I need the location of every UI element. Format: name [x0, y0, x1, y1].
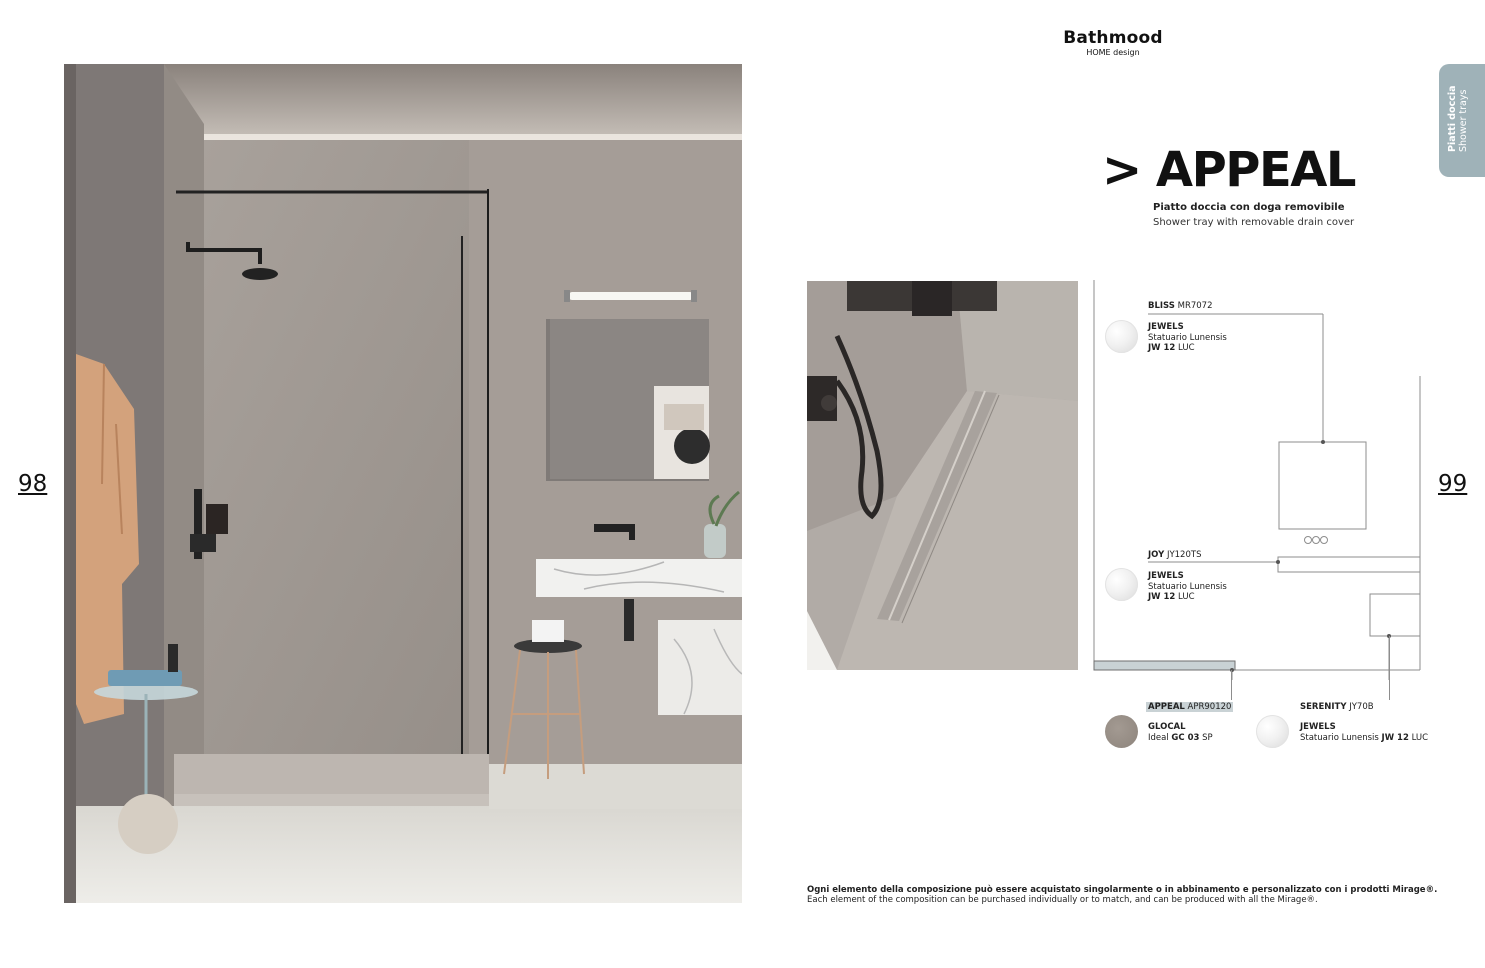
bliss-finish-code: JW 12 — [1148, 343, 1176, 353]
joy-finish — [1148, 571, 1227, 603]
serenity-finish-desc: Statuario Lunensis — [1300, 732, 1379, 743]
appeal-code: APR90120 — [1187, 702, 1232, 712]
section-tab-line1: Piatti doccia — [1447, 85, 1458, 152]
serenity-code: JY70B — [1349, 702, 1374, 712]
bliss-finish-desc: Statuario Lunensis — [1148, 332, 1227, 343]
brand-name: Bathmood — [1063, 28, 1163, 48]
bliss-label — [1148, 301, 1213, 312]
serenity-finish — [1300, 722, 1428, 743]
appeal-finish-code-suffix: SP — [1202, 732, 1213, 743]
appeal-finish-desc: Ideal — [1148, 732, 1169, 743]
appeal-finish-code: GC 03 — [1171, 732, 1200, 743]
section-tab-line2: Shower trays — [1458, 89, 1469, 152]
brand-subtitle: HOME design — [1086, 48, 1140, 57]
bliss-finish-swatch — [1105, 320, 1138, 353]
footer-note-en: Each element of the composition can be purchased individually or to match, and can be produced with all the Mirage®. — [807, 895, 1318, 905]
appeal-leader-line — [1231, 670, 1232, 700]
bliss-name: BLISS — [1148, 301, 1175, 311]
serenity-finish-code-suffix: LUC — [1411, 732, 1429, 743]
section-tab[interactable] — [1439, 64, 1485, 177]
appeal-finish — [1148, 722, 1213, 743]
joy-finish-name: JEWELS — [1148, 571, 1184, 581]
bathroom-photo — [64, 64, 742, 903]
product-subtitle-en: Shower tray with removable drain cover — [1153, 217, 1355, 228]
serenity-finish-swatch — [1256, 715, 1289, 748]
joy-finish-code-suffix: LUC — [1178, 592, 1195, 602]
bliss-code: MR7072 — [1177, 301, 1213, 311]
serenity-name: SERENITY — [1300, 702, 1347, 712]
brand-logo — [1040, 28, 1186, 57]
serenity-leader-line — [1389, 636, 1390, 700]
composition-diagram — [1090, 280, 1430, 680]
joy-finish-swatch — [1105, 568, 1138, 601]
page-number-left: 98 — [18, 471, 48, 497]
joy-finish-desc: Statuario Lunensis — [1148, 581, 1227, 592]
section-tab-label — [1447, 85, 1469, 152]
joy-finish-code: JW 12 — [1148, 592, 1176, 602]
joy-code: JY120TS — [1166, 550, 1202, 560]
joy-label — [1148, 550, 1201, 561]
appeal-label — [1146, 702, 1233, 713]
appeal-finish-name: GLOCAL — [1148, 722, 1186, 732]
footer-note-it: Ogni elemento della composizione può essere acquistato singolarmente o in abbinamento e personalizzato con i prodotti Mirage®. — [807, 885, 1438, 895]
product-subtitle-it: Piatto doccia con doga removibile — [1153, 202, 1345, 213]
appeal-finish-swatch — [1105, 715, 1138, 748]
serenity-finish-name: JEWELS — [1300, 722, 1336, 732]
joy-name: JOY — [1148, 550, 1165, 560]
shower-tray-detail-photo — [807, 281, 1078, 670]
page-number-right: 99 — [1438, 471, 1468, 497]
serenity-finish-code: JW 12 — [1381, 732, 1409, 743]
bliss-finish — [1148, 322, 1227, 354]
appeal-name: APPEAL — [1148, 702, 1185, 712]
bliss-finish-code-suffix: LUC — [1178, 343, 1195, 353]
product-title: > APPEAL — [1102, 142, 1355, 198]
bliss-finish-name: JEWELS — [1148, 322, 1184, 332]
serenity-label — [1300, 702, 1374, 713]
